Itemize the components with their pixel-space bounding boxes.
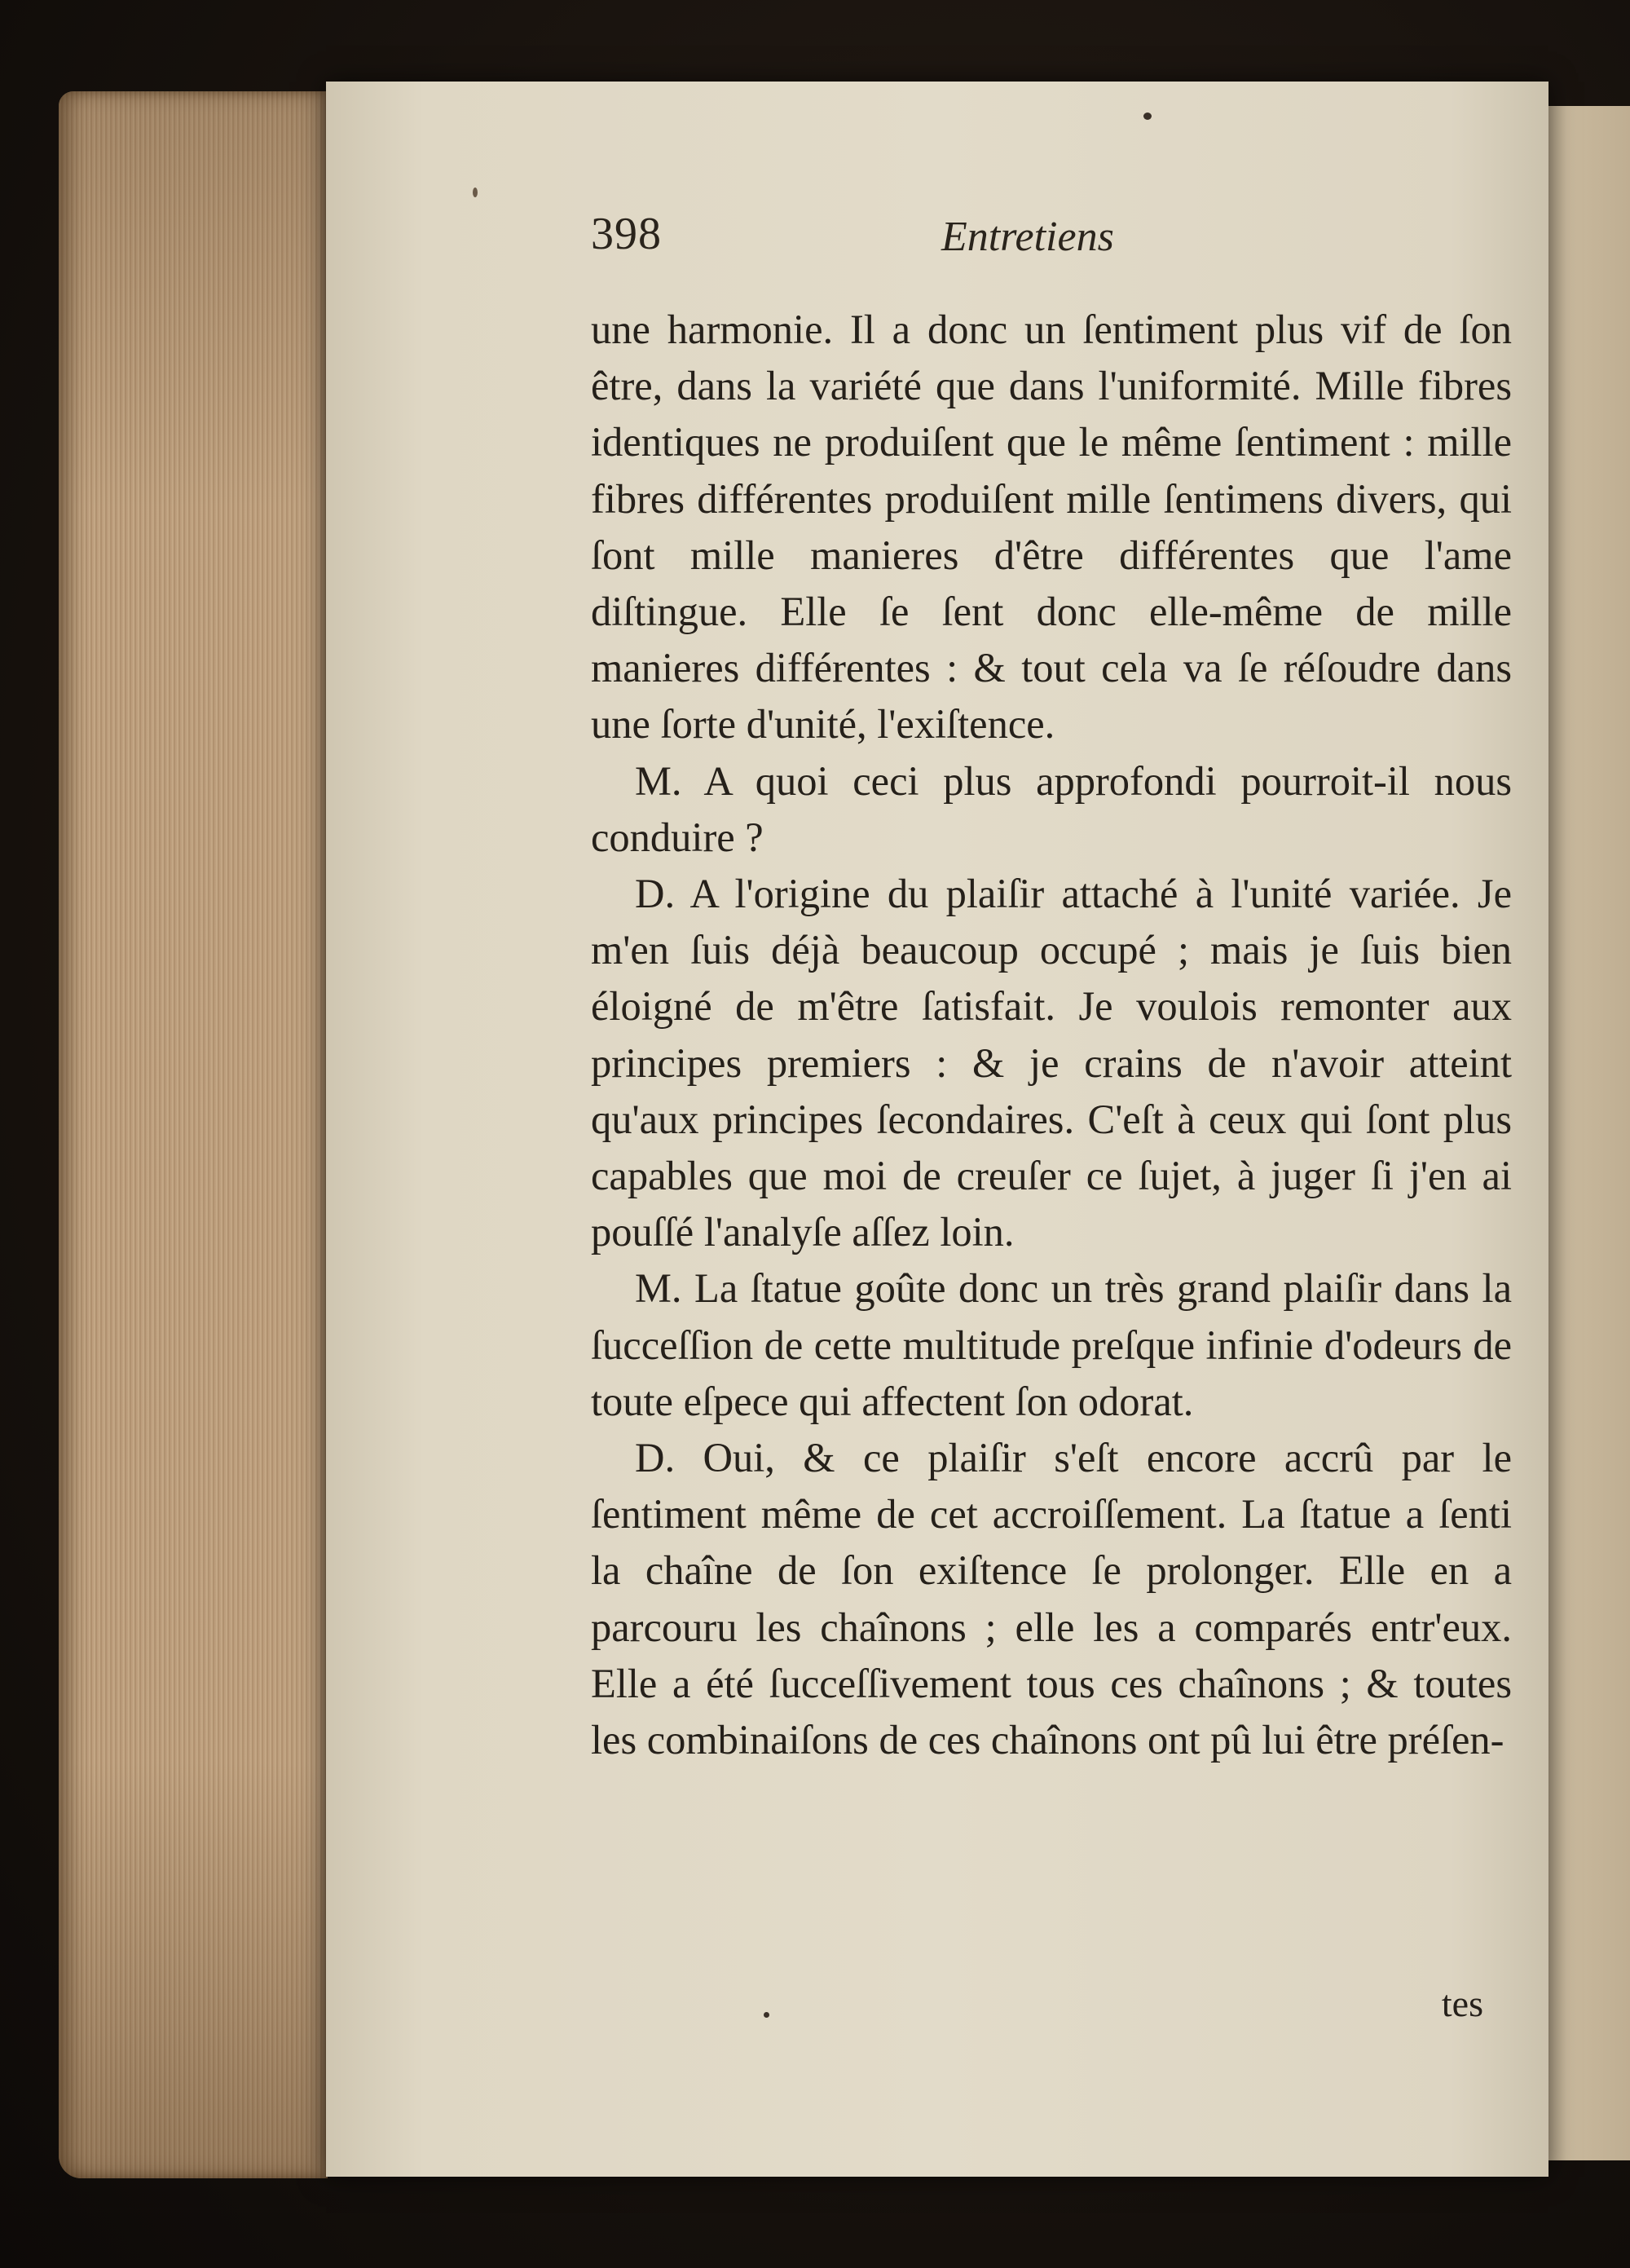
page-number: 398 <box>591 209 662 259</box>
page-block-edge <box>59 91 328 2178</box>
catchword: tes <box>1441 1983 1483 2024</box>
paragraph: M. La ſtatue goûte donc un très grand plaiſir dans la ſucceſſion de cette multitude preſque infinie d'odeurs de toute eſpece qui affectent ſon odorat. <box>591 1265 1512 1424</box>
paragraph: D. Oui, & ce plaiſir s'eſt encore accrû par le ſentiment même de cet accroiſſement. La ſtatue a ſenti la chaîne de ſon exiſtence ſe prolonger. Elle en a parcouru les chaînons ; elle les a comparés entr'eux. Elle a été ſucceſſivement tous ces chaînons ; & toutes les combinaiſons de ces chaînons ont pû lui être préſen- <box>591 1435 1512 1763</box>
page-header <box>591 208 1504 273</box>
body-text <box>591 302 1512 1768</box>
paper-speck <box>473 188 478 197</box>
paragraph: M. A quoi ceci plus approfondi pourroit-il nous conduire ? <box>591 757 1512 860</box>
paragraph: une harmonie. Il a donc un ſentiment plus vif de ſon être, dans la variété que dans l'uniformité. Mille fibres identiques ne produiſent que le même ſentiment : mille fibres différentes produiſent mille ſentimens divers, qui ſont mille manieres d'être différentes que l'ame diſtingue. Elle ſe ſent donc elle-même de mille manieres différentes : & tout cela va ſe réſoudre dans une ſorte d'unité, l'exiſtence. <box>591 307 1512 748</box>
paragraph: D. A l'origine du plaiſir attaché à l'unité variée. Je m'en ſuis déjà beaucoup occupé ; mais je ſuis bien éloigné de m'être ſatisfait. Je voulois remonter aux principes premiers : & je crains de n'avoir atteint qu'aux principes ſecondaires. C'eſt à ceux qui ſont plus capables que moi de creuſer ce ſujet, à juger ſi j'en ai pouſſé l'analyſe aſſez loin. <box>591 871 1512 1255</box>
running-head: Entretiens <box>941 214 1114 260</box>
paper-speck <box>764 2012 769 2018</box>
paper-speck <box>1143 113 1152 120</box>
